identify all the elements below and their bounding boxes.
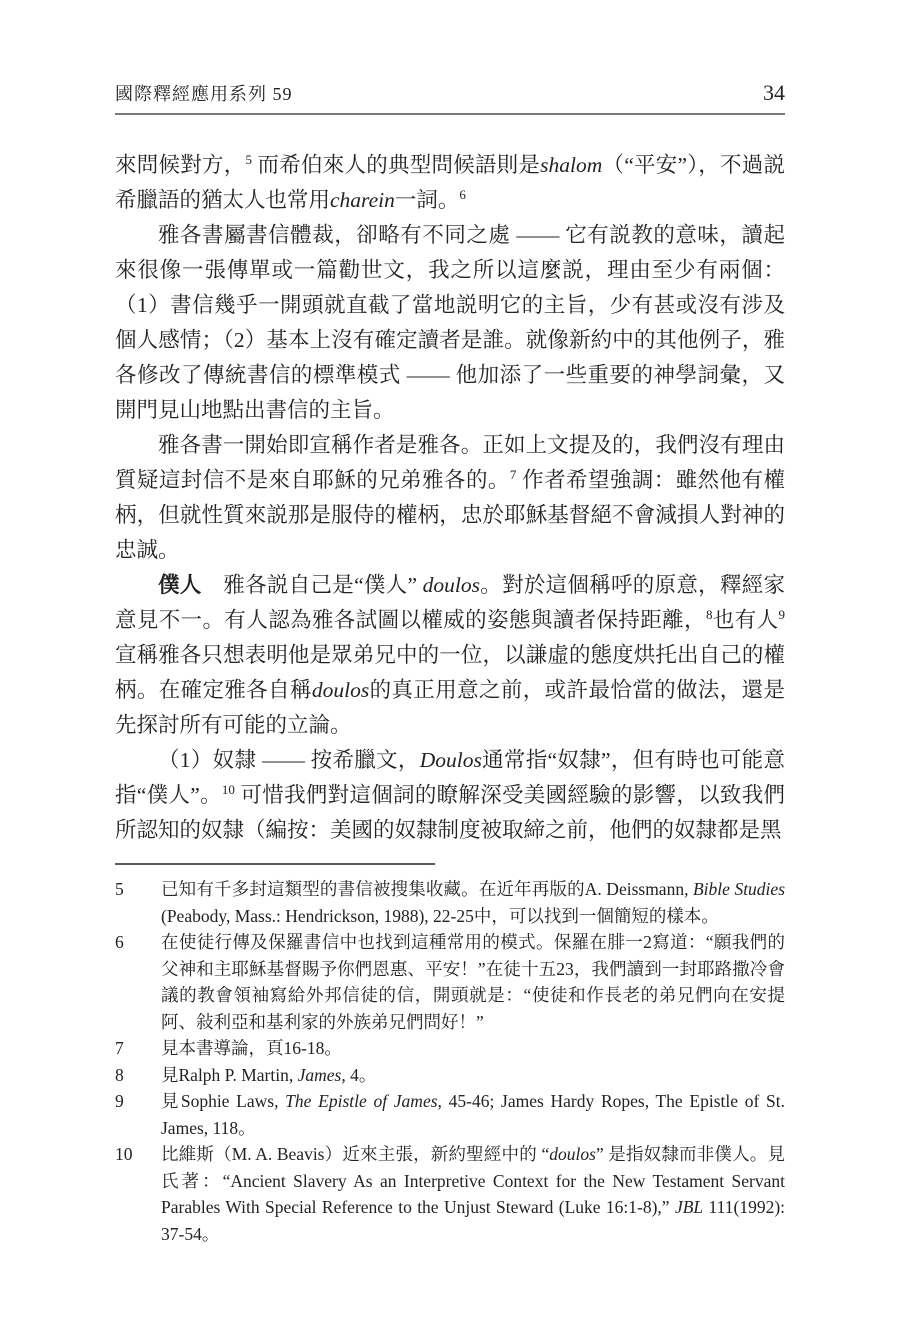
footnote-text: 比維斯（M. A. Beavis）近來主張，新約聖經中的 “doulos” 是指奴隸而非僕人。見氏著：“Ancient Slavery As an Interpretive Context for the New Testament Servant Parables With Special Reference to the Unjust Steward (Luke 16:1-8),” JBL 111(1992): 37-54。: [161, 1144, 786, 1244]
footnote-item: [115, 1088, 785, 1141]
footnote-number: 7: [115, 1038, 124, 1058]
footnote-item: [115, 1141, 785, 1247]
footnote-text: 見Sophie Laws, The Epistle of James, 45-46; James Hardy Ropes, The Epistle of St. James, 118。: [161, 1091, 785, 1138]
body-text: [115, 148, 785, 848]
footnote-text: 已知有千多封這類型的書信被搜集收藏。在近年再版的A. Deissmann, Bible Studies (Peabody, Mass.: Hendrickson, 1988), 22-25中，可以找到一個簡短的樣本。: [161, 879, 785, 926]
footnote-text: 見本書導論，頁16-18。: [161, 1038, 342, 1058]
page-number: 34: [763, 80, 785, 105]
footnote-text: 見Ralph P. Martin, James, 4。: [161, 1064, 377, 1085]
footnote-number: 8: [115, 1064, 124, 1085]
body-paragraph: 來問候對方，$^5$ 而希伯來人的典型問候語則是shalom（“平安”），不過説希臘語的猶太人也常用charein一詞。$^6$: [115, 151, 785, 212]
footnote-number: 5: [115, 879, 124, 899]
body-paragraph: 雅各書屬書信體裁，卻略有不同之處 —— 它有説教的意味，讀起來很像一張傳單或一篇勸世文，我之所以這麼説，理由至少有兩個：（1）書信幾乎一開頭就直截了當地説明它的主旨，少有甚或沒有涉及個人感情；（2）基本上沒有確定讀者是誰。就像新約中的其他例子，雅各修改了傳統書信的標準模式 —— 他加添了一些重要的神學詞彙，又開門見山地點出書信的主旨。: [115, 223, 785, 422]
footnote-number: 10: [115, 1144, 133, 1164]
footnote-text: 在使徒行傳及保羅書信中也找到這種常用的模式。保羅在腓一2寫道：“願我們的父神和主耶穌基督賜予你們恩惠、平安！”在徒十五23，我們讀到一封耶路撒冷會議的教會領袖寫給外邦信徒的信，開頭就是：“使徒和作長老的弟兄們向在安提阿、敍利亞和基利家的外族弟兄們問好！”: [161, 932, 785, 1032]
footnote-number: 6: [115, 932, 124, 952]
footnotes: [115, 876, 785, 1247]
footnote-item: [115, 1035, 785, 1062]
body-paragraph: 僕人 雅各説自己是“僕人” doulos。對於這個稱呼的原意，釋經家意見不一。有人認為雅各試圖以權威的姿態與讀者保持距離，$^8$也有人$^9$ 宣稱雅各只想表明他是眾弟兄中的一位，以謙虛的態度烘托出自己的權柄。在確定雅各自稱doulos的真正用意之前，或許最恰當的做法，還是先探討所有可能的立論。: [115, 573, 785, 737]
footnote-item: [115, 876, 785, 929]
body-paragraph: 雅各書一開始即宣稱作者是雅各。正如上文提及的，我們沒有理由質疑這封信不是來自耶穌的兄弟雅各的。$^7$ 作者希望強調：雖然他有權柄，但就性質來説那是服侍的權柄，忠於耶穌基督絕不會減損人對神的忠誠。: [115, 433, 785, 562]
body-paragraph: （1）奴隸 —— 按希臘文，Doulos通常指“奴隸”，但有時也可能意指“僕人”。$^{10}$ 可惜我們對這個詞的瞭解深受美國經驗的影響，以致我們所認知的奴隸（編按：美國的奴隸制度被取締之前，他們的奴隸都是黑: [115, 748, 785, 842]
series-title: 國際釋經應用系列 59: [115, 84, 293, 104]
header-rule: [115, 113, 785, 115]
footnote-number: 9: [115, 1091, 124, 1111]
footnote-item: [115, 1062, 785, 1089]
page-header: [115, 80, 785, 106]
footnote-item: [115, 929, 785, 1035]
footnote-separator: [115, 863, 435, 865]
